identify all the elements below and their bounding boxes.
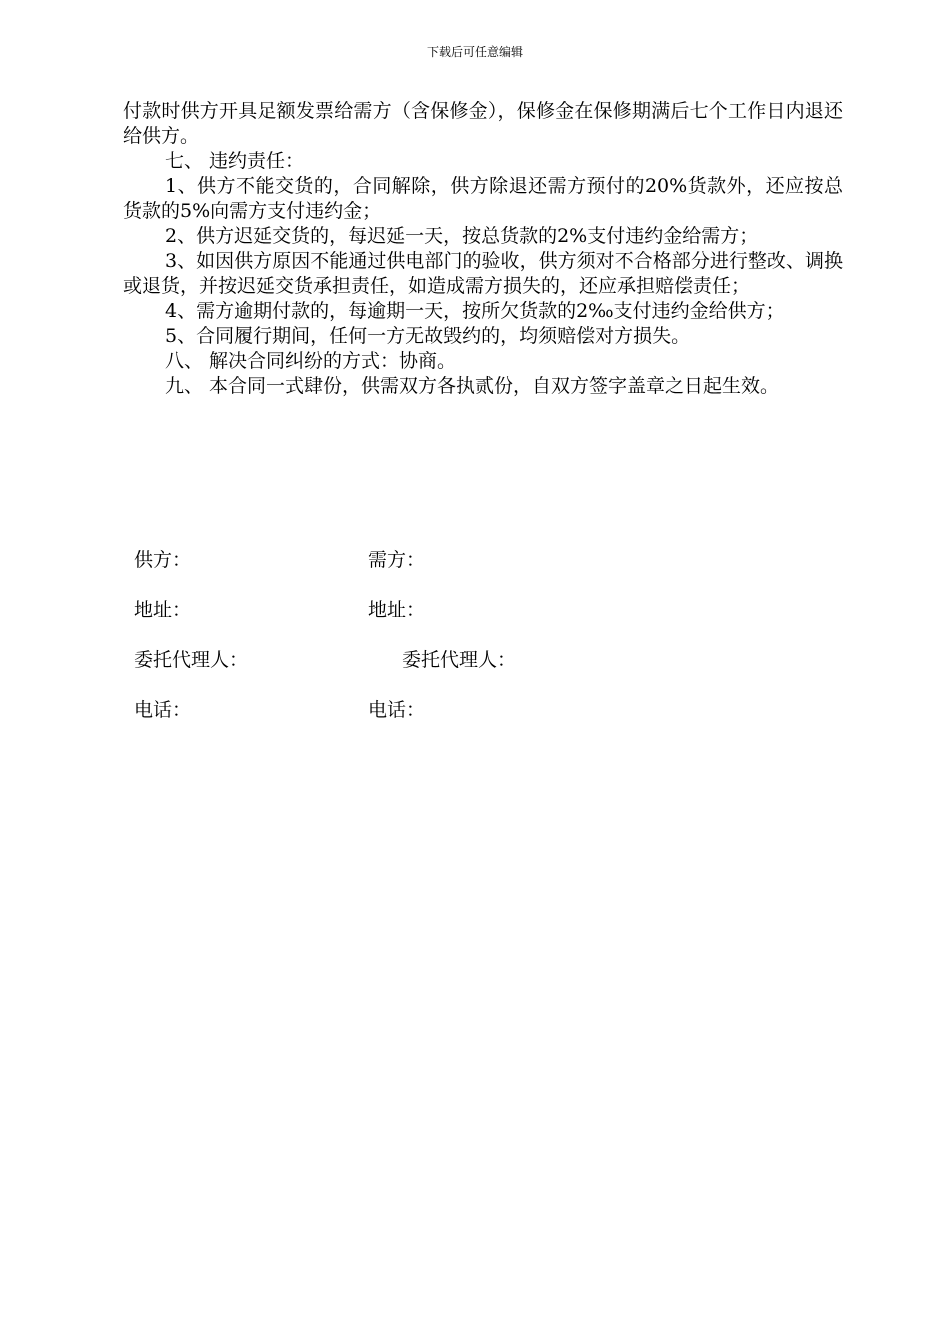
- supplier-label: 供方：: [134, 549, 192, 571]
- contract-body: [123, 99, 843, 399]
- buyer-agent-label: 委托代理人：: [402, 649, 517, 671]
- clause-4: 4、需方逾期付款的，每逾期一天，按所欠货款的2‰支付违约金给供方；: [165, 300, 785, 322]
- clause-2: 2、供方迟延交货的，每迟延一天，按总货款的2%支付违约金给需方；: [165, 225, 759, 247]
- section-heading-liability: 七、 违约责任：: [165, 150, 305, 172]
- buyer-phone-label: 电话：: [368, 699, 426, 721]
- buyer-address-label: 地址：: [368, 599, 426, 621]
- section-copies-effective: 九、 本合同一式肆份，供需双方各执贰份，自双方签字盖章之日起生效。: [165, 375, 780, 397]
- supplier-agent-label: 委托代理人：: [134, 649, 249, 671]
- page-header: 下载后可任意编辑: [426, 45, 523, 59]
- supplier-phone-label: 电话：: [134, 699, 192, 721]
- section-dispute-resolution: 八、 解决合同纠纷的方式：协商。: [165, 350, 457, 372]
- buyer-label: 需方：: [368, 549, 426, 571]
- clause-1: 1、供方不能交货的，合同解除，供方除退还需方预付的20%货款外，还应按总货款的5%向需方支付违约金；: [123, 175, 843, 222]
- paragraph-payment: 付款时供方开具足额发票给需方（含保修金），保修金在保修期满后七个工作日内退还给供方。: [123, 100, 843, 147]
- clause-5: 5、合同履行期间，任何一方无故毁约的，均须赔偿对方损失。: [165, 325, 691, 347]
- clause-3: 3、如因供方原因不能通过供电部门的验收，供方须对不合格部分进行整改、调换或退货，并按迟延交货承担责任，如造成需方损失的，还应承担赔偿责任；: [123, 250, 843, 297]
- supplier-address-label: 地址：: [134, 599, 192, 621]
